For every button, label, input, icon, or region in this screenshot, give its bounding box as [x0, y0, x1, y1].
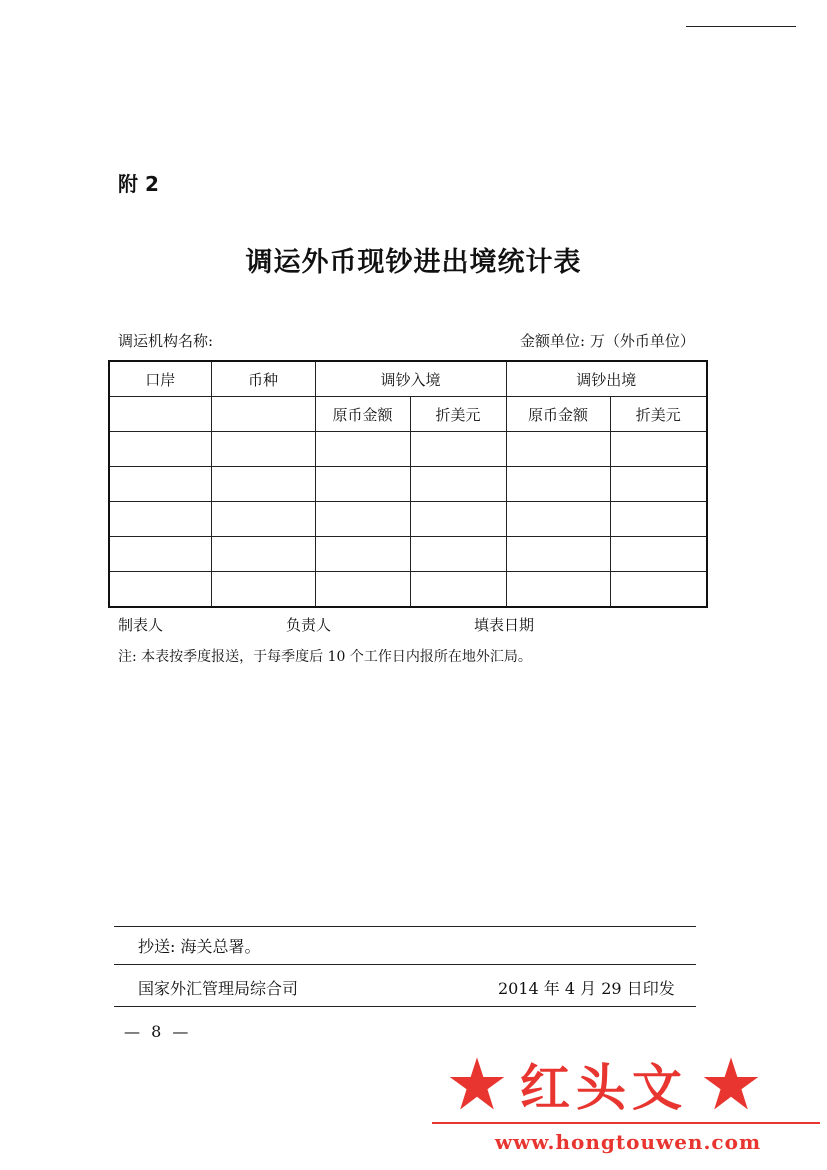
header-inbound-original: 原币金额: [315, 397, 410, 432]
org-name-label: 调运机构名称:: [118, 332, 214, 350]
header-currency: 币种: [211, 361, 315, 397]
header-outbound-usd: 折美元: [610, 397, 707, 432]
table-row: [109, 502, 707, 537]
table-cell: [211, 397, 315, 432]
header-row-1: [109, 361, 707, 397]
footer-rule-middle: [114, 964, 696, 965]
header-outbound-original: 原币金额: [506, 397, 610, 432]
watermark-text: 红头文: [520, 1058, 688, 1117]
star-icon: [448, 1055, 506, 1113]
amount-unit-label: 金额单位: 万（外币单位）: [520, 332, 695, 350]
top-rule: [686, 26, 796, 27]
header-port: 口岸: [109, 361, 211, 397]
footer-rule-bottom: [114, 1006, 696, 1007]
table-cell: [109, 397, 211, 432]
issue-date: 2014 年 4 月 29 日印发: [498, 979, 675, 998]
table-note: 注: 本表按季度报送，于每季度后 10 个工作日内报所在地外汇局。: [118, 649, 532, 665]
footer-rule-top: [114, 926, 696, 927]
header-inbound: 调钞入境: [315, 361, 506, 397]
statistics-table: [108, 360, 708, 608]
cc-line: 抄送: 海关总署。: [138, 937, 261, 956]
header-inbound-usd: 折美元: [410, 397, 506, 432]
page-title: 调运外币现钞进出境统计表: [245, 247, 582, 278]
watermark-rule: [432, 1122, 820, 1124]
watermark-url: www.hongtouwen.com: [494, 1130, 762, 1154]
page-number: — 8 —: [124, 1022, 192, 1041]
table-row: [109, 537, 707, 572]
star-icon: [702, 1055, 760, 1113]
header-row-2: [109, 397, 707, 432]
fill-date-label: 填表日期: [474, 616, 535, 634]
table-row: [109, 467, 707, 502]
table-row: [109, 432, 707, 467]
watermark: [448, 1048, 808, 1158]
header-outbound: 调钞出境: [506, 361, 707, 397]
table-row: [109, 572, 707, 608]
responsible-label: 负责人: [286, 616, 332, 634]
issuer: 国家外汇管理局综合司: [138, 979, 299, 998]
preparer-label: 制表人: [118, 616, 164, 634]
attachment-label: 附 2: [118, 172, 159, 196]
